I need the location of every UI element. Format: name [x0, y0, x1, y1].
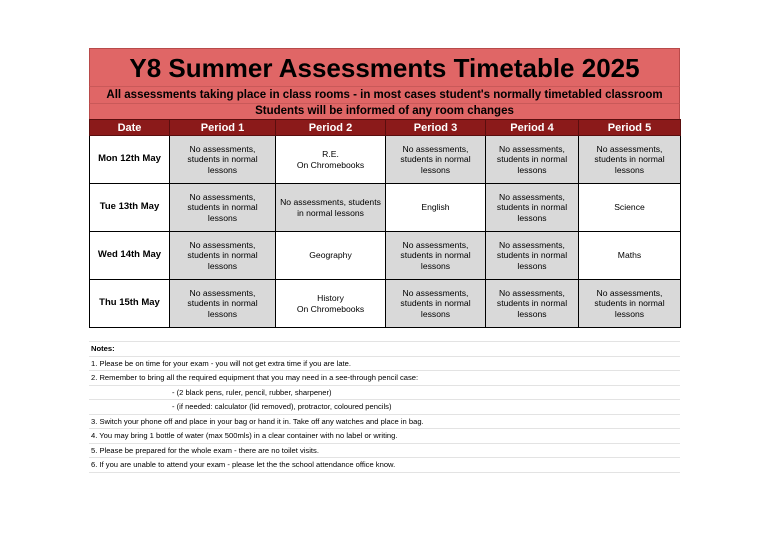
- table-row: [90, 232, 681, 280]
- timetable-sheet: [89, 48, 680, 328]
- header-period-5: Period 5: [579, 120, 681, 136]
- period-cell: English: [386, 184, 486, 232]
- date-cell: Thu 15th May: [90, 280, 170, 328]
- period-cell: Geography: [276, 232, 386, 280]
- header-period-1: Period 1: [170, 120, 276, 136]
- period-cell: No assessments, students in normal lessons: [170, 184, 276, 232]
- period-cell: No assessments, students in normal lessons: [386, 232, 486, 280]
- note-sub-item: - (2 black pens, ruler, pencil, rubber, sharpener): [89, 386, 680, 401]
- notes-heading: Notes:: [89, 342, 680, 357]
- header-period-4: Period 4: [486, 120, 579, 136]
- subtitle-classrooms: All assessments taking place in class rooms - in most cases student's normally timetabled classroom: [89, 86, 680, 103]
- period-cell: Science: [579, 184, 681, 232]
- period-cell: No assessments, students in normal lessons: [486, 280, 579, 328]
- period-cell: No assessments, students in normal lessons: [386, 280, 486, 328]
- header-period-2: Period 2: [276, 120, 386, 136]
- period-cell: No assessments, students in normal lessons: [170, 280, 276, 328]
- table-row: [90, 136, 681, 184]
- header-date: Date: [90, 120, 170, 136]
- period-cell: R.E. On Chromebooks: [276, 136, 386, 184]
- period-cell: No assessments, students in normal lessons: [579, 136, 681, 184]
- period-cell: No assessments, students in normal lessons: [386, 136, 486, 184]
- note-sub-item: - (if needed: calculator (lid removed), protractor, coloured pencils): [89, 400, 680, 415]
- period-cell: No assessments, students in normal lessons: [170, 136, 276, 184]
- note-item: 1. Please be on time for your exam - you will not get extra time if you are late.: [89, 357, 680, 372]
- note-item: 3. Switch your phone off and place in your bag or hand it in. Take off any watches and place in bag.: [89, 415, 680, 430]
- subtitle-room-changes: Students will be informed of any room changes: [89, 103, 680, 119]
- note-item: 4. You may bring 1 bottle of water (max 500mls) in a clear container with no label or writing.: [89, 429, 680, 444]
- period-cell: No assessments, students in normal lessons: [170, 232, 276, 280]
- timetable: [89, 119, 681, 328]
- period-cell: No assessments, students in normal lessons: [579, 280, 681, 328]
- date-cell: Tue 13th May: [90, 184, 170, 232]
- page-title: Y8 Summer Assessments Timetable 2025: [89, 48, 680, 86]
- note-item: 5. Please be prepared for the whole exam - there are no toilet visits.: [89, 444, 680, 459]
- period-cell: Maths: [579, 232, 681, 280]
- period-cell: No assessments, students in normal lessons: [486, 184, 579, 232]
- period-cell: No assessments, students in normal lessons: [486, 232, 579, 280]
- note-item: 2. Remember to bring all the required equipment that you may need in a see-through pencil case:: [89, 371, 680, 386]
- header-row: [90, 120, 681, 136]
- period-cell: History On Chromebooks: [276, 280, 386, 328]
- date-cell: Wed 14th May: [90, 232, 170, 280]
- header-period-3: Period 3: [386, 120, 486, 136]
- table-row: [90, 184, 681, 232]
- period-cell: No assessments, students in normal lessons: [276, 184, 386, 232]
- note-item: 6. If you are unable to attend your exam - please let the the school attendance office know.: [89, 458, 680, 473]
- table-row: [90, 280, 681, 328]
- date-cell: Mon 12th May: [90, 136, 170, 184]
- notes-section: [89, 341, 680, 473]
- period-cell: No assessments, students in normal lessons: [486, 136, 579, 184]
